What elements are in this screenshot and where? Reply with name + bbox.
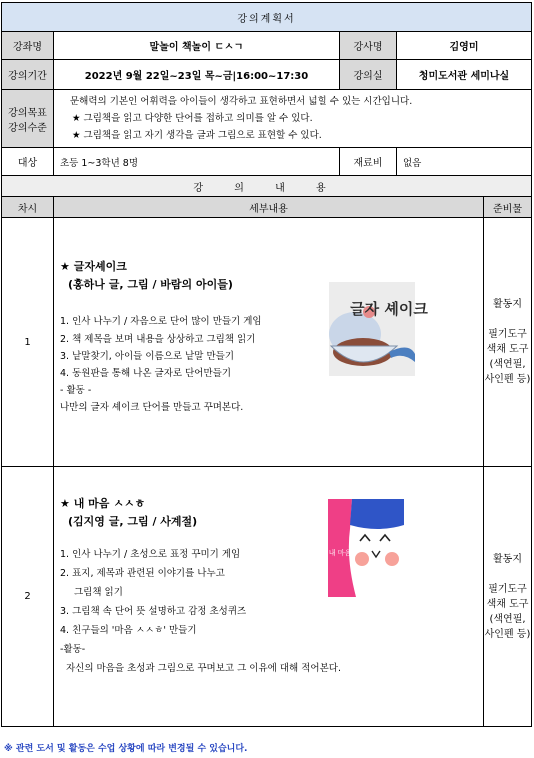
activity-item: 3. 낱말찾기, 아이들 이름으로 낱말 만들기 <box>60 351 235 362</box>
material-item: 사인펜 등) <box>484 374 531 385</box>
goal-item: ★ 그림책을 읽고 자기 생각을 글과 그림으로 표현할 수 있다. <box>72 130 322 141</box>
material-item: 색채 도구 <box>486 344 529 355</box>
target-value: 초등 1~3학년 8명 <box>54 148 340 176</box>
session-text <box>60 495 341 678</box>
session-content <box>54 467 484 727</box>
session-number: 2 <box>2 467 54 727</box>
cover-hair <box>350 499 404 529</box>
cover-cheek-left <box>355 552 369 566</box>
course-label: 강좌명 <box>2 32 54 60</box>
header-session: 차시 <box>2 197 54 218</box>
cover-title: 내 마음 <box>328 549 352 557</box>
materials-cell <box>484 467 532 727</box>
level-label: 강의수준 <box>8 122 47 134</box>
activity-item: 2. 표지, 제목과 관련된 이야기를 나누고 <box>60 568 225 579</box>
session-text <box>60 258 262 416</box>
activity-item: 그림책 읽기 <box>74 587 123 598</box>
header-details: 세부내용 <box>54 197 484 218</box>
goal-list <box>54 90 532 148</box>
target-label: 대상 <box>2 148 54 176</box>
book-author: (김지영 글, 그림 / 사계절) <box>68 515 198 528</box>
activity-item: 4. 친구들의 '마음 ㅅㅅㅎ' 만들기 <box>60 625 197 636</box>
teacher-name: 김영미 <box>397 32 532 60</box>
session-number: 1 <box>2 218 54 467</box>
material-item: 활동지 <box>493 553 522 565</box>
teacher-label: 강사명 <box>340 32 397 60</box>
room-value: 청미도서관 세미나실 <box>397 60 532 90</box>
material-item: 활동지 <box>493 299 522 310</box>
cover-title: 글자 셰이크 <box>350 300 428 318</box>
activity-item: 3. 그림책 속 단어 뜻 설명하고 감정 초성퀴즈 <box>60 606 247 617</box>
course-name: 말놀이 책놀이 ㄷㅅㄱ <box>54 32 340 60</box>
period-value: 2022년 9월 22일~23일 목~금|16:00~17:30 <box>54 60 340 90</box>
book-title: ★ 글자셰이크 <box>60 260 127 273</box>
goal-labels <box>2 90 54 148</box>
activity-item: 1. 인사 나누기 / 자음으로 단어 많이 만들기 게임 <box>60 316 262 327</box>
material-item: (색연필, <box>489 359 526 370</box>
activity-desc: 자신의 마음을 초성과 그림으로 꾸며보고 그 이유에 대해 적어본다. <box>66 663 341 674</box>
book-cover-2 <box>328 499 404 597</box>
book-title: ★ 내 마음 ㅅㅅㅎ <box>60 497 146 510</box>
cover-cheek-right <box>385 552 399 566</box>
period-label: 강의기간 <box>2 60 54 90</box>
fee-value: 없음 <box>397 148 532 176</box>
section-title: 강 의 내 용 <box>2 176 532 197</box>
activity-heading: -활동- <box>60 644 86 655</box>
lecture-plan <box>1 2 531 727</box>
activity-desc: 나만의 글자 셰이크 단어를 만들고 꾸며본다. <box>60 402 244 413</box>
material-item: (색연필, <box>489 613 526 625</box>
activity-item: 2. 책 제목을 보며 내용을 상상하고 그림책 읽기 <box>60 334 256 345</box>
footnote: ※ 관련 도서 및 활동은 수업 상황에 따라 변경될 수 있습니다. <box>4 744 248 754</box>
book-author: (홍하나 글, 그림 / 바람의 아이들) <box>68 278 233 291</box>
fee-label: 재료비 <box>340 148 397 176</box>
page-title: 강의계획서 <box>2 3 532 32</box>
session-content <box>54 218 484 467</box>
material-item: 필기도구 <box>488 583 527 595</box>
activity-item: 4. 동원판을 통해 나온 글자로 단어만들기 <box>60 368 231 379</box>
book-cover-1 <box>329 282 428 376</box>
material-item: 필기도구 <box>488 329 527 340</box>
header-materials: 준비물 <box>484 197 532 218</box>
material-item: 색채 도구 <box>486 598 529 610</box>
goal-text: 문해력의 기본인 어휘력을 아이들이 생각하고 표현하면서 넓힐 수 있는 시간입니다. <box>70 96 413 107</box>
activity-heading: - 활동 - <box>60 385 92 396</box>
material-item: 사인펜 등) <box>484 628 531 640</box>
materials-cell <box>484 218 532 467</box>
goal-item: ★ 그림책을 읽고 다양한 단어를 접하고 의미를 알 수 있다. <box>72 113 313 124</box>
goal-label: 강의목표 <box>8 107 47 119</box>
activity-item: 1. 인사 나누기 / 초성으로 표정 꾸미기 게임 <box>60 549 241 560</box>
room-label: 강의실 <box>340 60 397 90</box>
lecture-plan-table <box>1 2 532 727</box>
